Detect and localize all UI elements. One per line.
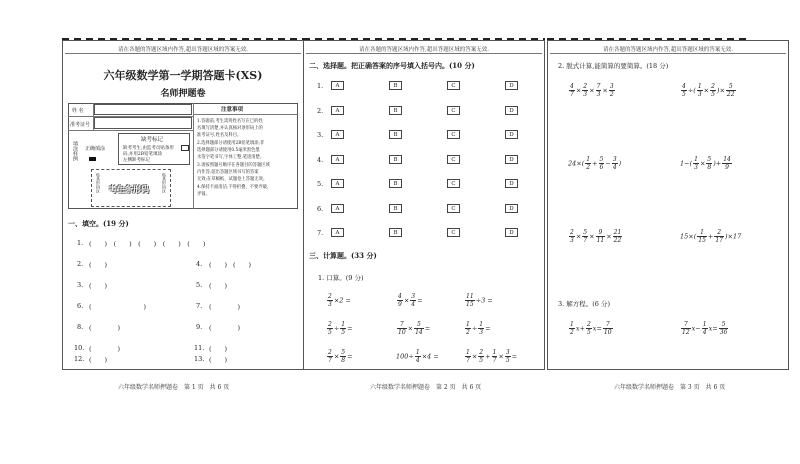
calc-7: $\frac{2}{7}$ × $\frac{5}{8}$ = [328,349,353,364]
section-1-heading: 一、填空。(19 分) [68,219,129,228]
calc-8: 100÷ $\frac{1}{4}$ ×4 = [396,349,439,364]
calc-2: $\frac{4}{9}$ × $\frac{3}{4}$ = [398,293,423,308]
choice-q3-option-d[interactable]: D [505,130,518,139]
choice-q2-option-c[interactable]: C [447,106,460,115]
fill-q1-blanks[interactable]: ( ) ( ) ( ) ( ) ( ) [89,240,206,248]
fill-q10-blank[interactable]: ( ) [89,345,121,353]
absent-text-3: 左侧缺考标记 [123,158,150,163]
step-calc-4: 1−( $\frac{1}{3}$ × $\frac{5}{8}$ )+ $\frac{14}{9}$ [680,156,731,171]
correct-fill-label: 正确填涂 [85,146,106,152]
choice-q6-option-a[interactable]: A [331,204,344,213]
calc-5: $\frac{7}{10}$ × $\frac{5}{14}$ = [398,321,431,336]
page-subtitle: 名师押题卷 [160,89,206,99]
choice-q6-number: 6. [317,204,324,213]
fill-q5-number: 5. [196,281,203,289]
fill-q7-blank[interactable]: ( ) [209,303,241,311]
choice-q2-number: 2. [317,106,324,115]
barcode-label: 考生条形码 [109,184,149,194]
step-calc-5: $\frac{2}{3}$ × $\frac{5}{7}$ × $\frac{9}{11}$ × $\frac{21}{22}$ [570,229,622,244]
choice-q3-number: 3. [317,131,324,139]
choice-q6-option-b[interactable]: B [389,204,402,213]
name-field[interactable] [94,104,192,115]
page-2-footer: 六年级数学名师押题卷 第 2 页 共 6 页 [370,384,482,391]
choice-q4-number: 4. [317,155,324,164]
equation-1: $\frac{1}{2}$ x+ $\frac{2}{5}$ x= $\frac{7}{10}$ [570,321,612,336]
step-calc-6: 15×( $\frac{1}{15}$ + $\frac{2}{17}$ )×17 [680,229,742,244]
divider [306,53,542,54]
fill-q7-number: 7. [196,302,203,310]
choice-q2-option-d[interactable]: D [505,106,518,115]
choice-q4-option-c[interactable]: C [447,155,460,164]
section-3-heading: 三、计算题。(33 分) [309,251,377,260]
choice-q2-option-a[interactable]: A [331,106,344,115]
choice-q1-number: 1. [317,82,324,90]
choice-q3-option-b[interactable]: B [389,130,402,139]
choice-q4-option-b[interactable]: B [389,155,402,164]
choice-q1-option-d[interactable]: D [505,81,518,90]
calc-6: $\frac{1}{2}$ ÷ $\frac{1}{3}$ = [466,321,491,336]
choice-q4-option-d[interactable]: D [505,155,518,164]
fill-q8-number: 8. [77,323,84,331]
calc-4: $\frac{2}{5}$ ÷ $\frac{1}{5}$ = [328,321,353,336]
attention-line-5: 选择题部分请使用0.5毫米黑色墨 [197,148,260,153]
answer-sheet-page-1 [62,40,304,370]
calc-9: $\frac{1}{7}$ × $\frac{2}{5}$ + $\frac{1}{7}$ × $\frac{3}{5}$ = [466,349,518,364]
fill-q4-blank-a[interactable]: ( ) [209,261,228,269]
absent-title: 缺考标记 [141,137,164,143]
attention-line-2: 名填写清楚,并认真核对条形码上的 [197,126,263,131]
choice-q3-option-c[interactable]: C [447,130,460,139]
fill-q10-number: 10. [74,344,85,352]
calc-1: $\frac{2}{3}$ ×2 = [328,293,351,308]
attention-line-3: 准考证号,姓名及科目。 [197,133,242,138]
notice-text: 请在各题的答题区域内作答,超出答题区域的答案无效. [118,47,248,53]
fill-q4-number: 4. [196,260,203,268]
fill-q6-blank[interactable]: ( ) [89,303,147,311]
choice-q5-option-a[interactable]: A [331,179,344,188]
fill-q12-number: 12. [74,355,85,363]
fill-q6-number: 6. [77,302,84,310]
exam-number-field[interactable] [94,117,192,129]
choice-q1-option-b[interactable]: B [389,81,402,90]
attention-line-10: 4.保持卡面清洁,不得折叠、不要弄破、 [197,185,272,190]
step-calc-3: 24×( $\frac{1}{2}$ + $\frac{5}{6}$ − $\frac{3}{4}$ ) [568,156,622,171]
attention-line-7: 3.请按照题号顺序在各题目的答题区域 [197,163,270,168]
choice-q4-option-a[interactable]: A [331,155,344,164]
fill-q9-number: 9. [196,323,203,331]
attention-line-4: 2.选择题部分请使用2B铅笔填涂;非 [197,141,265,146]
choice-q7-option-c[interactable]: C [447,228,460,237]
fill-q3-blank[interactable]: ( ) [89,282,108,290]
fill-q11-number: 11. [194,344,205,352]
page-title: 六年级数学第一学期答题卡(XS) [103,69,263,82]
fill-q2-number: 2. [77,260,84,268]
exam-number-label: 准考证号 [70,122,91,128]
name-label: 姓 名 [72,108,84,114]
choice-q5-option-c[interactable]: C [447,179,460,188]
attention-line-6: 水签字笔书写,字体工整,笔迹清楚。 [197,155,265,160]
notice-text: 请在各题的答题区域内作答,超出答题区域的答案无效. [359,47,489,53]
equation-2: $\frac{7}{12}$ x− $\frac{1}{4}$ x= $\frac{5}{36}$ [682,321,728,336]
choice-q1-option-a[interactable]: A [331,81,344,90]
fill-q4-blank-b[interactable]: ( ) [233,261,252,269]
page-3-footer: 六年级数学名师押题卷 第 3 页 共 6 页 [614,384,726,391]
choice-q5-option-d[interactable]: D [505,179,518,188]
fill-q1-number: 1. [77,239,84,247]
choice-q2-option-b[interactable]: B [389,106,402,115]
choice-q7-option-a[interactable]: A [331,228,344,237]
choice-q1-option-c[interactable]: C [447,81,460,90]
choice-q7-option-b[interactable]: B [389,228,402,237]
fill-q2-blank[interactable]: ( ) [89,261,108,269]
fill-q13-number: 13. [194,355,205,363]
choice-q5-number: 5. [317,180,324,188]
fill-q9-blank[interactable]: ( ) [209,324,241,332]
fill-q5-blank[interactable]: ( ) [209,282,228,290]
choice-q3-option-a[interactable]: A [331,130,344,139]
divider [65,53,301,54]
barcode-side-right: 贴条形码区 [162,173,167,193]
fill-q3-number: 3. [77,281,84,289]
filled-sample-mark [89,157,96,161]
attention-line-9: 无效;在草稿纸、试题卷上答题无效。 [197,177,268,182]
answer-sheet-page-2 [303,40,545,370]
choice-q7-option-d[interactable]: D [505,228,518,237]
absent-text-1: 缺考考生,由监考员贴条形 [123,146,174,151]
fill-q8-blank[interactable]: ( ) [89,324,121,332]
barcode-side-left: 贴条形码区 [96,173,101,193]
attention-line-11: 弄皱。 [197,192,210,197]
absent-checkbox[interactable] [181,145,189,151]
choice-q6-option-d[interactable]: D [505,204,518,213]
attention-line-8: 内作答,超出答题区域书写的答案 [197,170,259,175]
attention-line-1: 1.答题前,考生需将姓名写在已的姓 [197,119,263,124]
attention-title: 注意事项 [221,107,244,113]
answer-sheet-page-3 [547,40,789,370]
page-1-footer: 六年级数学名师押题卷 第 1 页 共 6 页 [118,384,230,391]
absent-text-2: 码,并用2B铅笔填涂 [123,152,163,157]
section-2-heading: 二、选择题。把正确答案的序号填入括号内。(10 分) [309,61,475,70]
step-calc-heading: 2. 脱式计算,能简算的要简算。(18 分) [558,62,669,70]
choice-q6-option-c[interactable]: C [447,204,460,213]
mental-math-heading: 1. 口算。(9 分) [318,274,364,282]
step-calc-2: $\frac{4}{5}$ ÷( $\frac{1}{3}$ × $\frac{2}{5}$ )× $\frac{5}{22}$ [682,83,735,98]
fill-q11-blank[interactable]: ( ) [209,345,228,353]
fill-sample-label: 填涂样例 [72,141,78,161]
fill-q13-blank[interactable]: ( ) [209,356,228,364]
fill-q12-blank[interactable]: ( ) [89,356,108,364]
choice-q7-number: 7. [317,229,324,237]
equation-heading: 3. 解方程。(6 分) [558,300,611,308]
calc-3: $\frac{11}{15}$ ÷3 = [466,293,493,308]
step-calc-1: $\frac{4}{7}$ × $\frac{2}{3}$ × $\frac{7}{3}$ × $\frac{3}{2}$ [570,83,614,98]
choice-q5-option-b[interactable]: B [389,179,402,188]
notice-text: 请在各题的答题区域内作答,超出答题区域的答案无效. [603,47,733,53]
divider [550,53,786,54]
